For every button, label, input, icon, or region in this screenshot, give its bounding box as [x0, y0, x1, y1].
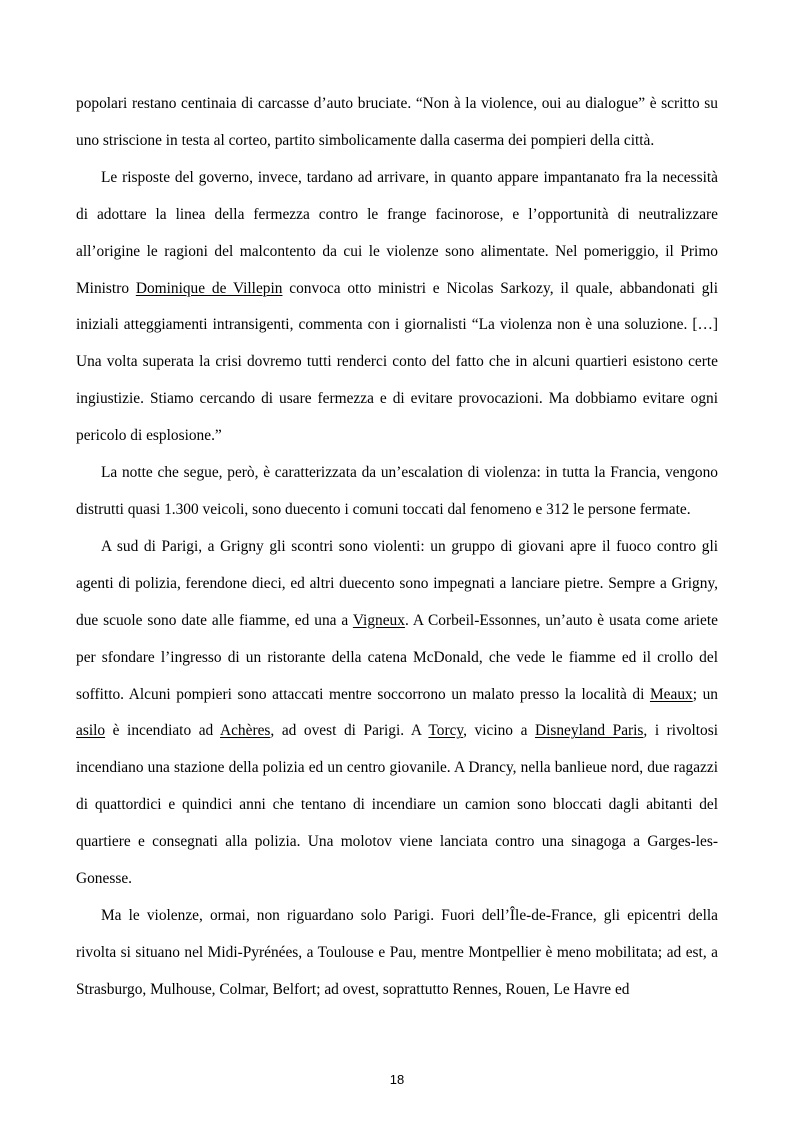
text-run: Ma le violenze, ormai, non riguardano solo Parigi. Fuori dell’Île-de-France, gli epicentri della rivolta si situano nel Midi-Pyrénées, a Toulouse e Pau, mentre Montpellier è meno mobilitata; ad est, a Strasburgo, Mulhouse, Colmar, Belfort; ad ovest, soprattutto Rennes, Rouen, Le Havre ed [76, 906, 718, 998]
text-run: , ad ovest di Parigi. A [270, 722, 429, 740]
text-run: popolari restano centinaia di carcasse d’auto bruciate. “Non à la violence, oui au dialogue” è scritto su uno striscione in testa al corteo, partito simbolicamente dalla caserma dei pompieri della città. [76, 95, 718, 149]
text-run: , i rivoltosi incendiano una stazione della polizia ed un centro giovanile. A Drancy, nella banlieue nord, due ragazzi di quattordici e quindici anni che tentano di incendiare un camion sono bloccati dagli abitanti del quartiere e consegnati alla polizia. Una molotov viene lanciata contro una sinagoga a Garges-les-Gonesse. [76, 722, 718, 888]
paragraph-5 [76, 898, 718, 1009]
link-dominique-de-villepin[interactable]: Dominique de Villepin [135, 279, 283, 297]
text-run: ; un [692, 685, 718, 703]
text-run: è incendiato ad [105, 722, 220, 740]
link-vigneux[interactable]: Vigneux [352, 611, 405, 629]
link-disneyland-paris[interactable]: Disneyland Paris [534, 722, 644, 740]
paragraph-4 [76, 529, 718, 898]
text-run: . A Corbeil-Essonnes, un’auto è usata come ariete per sfondare l’ingresso di un ristorante della catena McDonald, che vede le fiamme ed il crollo del soffitto. Alcuni pompieri sono attaccati mentre soccorrono un malato presso la località di [76, 611, 718, 703]
paragraph-2 [76, 160, 718, 455]
link-torcy[interactable]: Torcy [428, 722, 464, 740]
text-run: A sud di Parigi, a Grigny gli scontri sono violenti: un gruppo di giovani apre il fuoco contro gli agenti di polizia, ferendone dieci, ed altri duecento sono impegnati a lanciare pietre. Sempre a Grigny, due scuole sono date alle fiamme, ed una a [76, 537, 718, 629]
paragraph-3 [76, 455, 718, 529]
text-run: Le risposte del governo, invece, tardano ad arrivare, in quanto appare impantanato fra la necessità di adottare la linea della fermezza contro le frange facinorose, e l’opportunità di neutralizzare all’origine le ragioni del malcontento da cui le violenze sono alimentate. Nel pomeriggio, il Primo Ministro [76, 168, 718, 297]
text-run: La notte che segue, però, è caratterizzata da un’escalation di violenza: in tutta la Francia, vengono distrutti quasi 1.300 veicoli, sono duecento i comuni toccati dal fenomeno e 312 le persone fermate. [76, 464, 718, 518]
text-run: convoca otto ministri e Nicolas Sarkozy, il quale, abbandonati gli iniziali atteggiamenti intransigenti, commenta con i giornalisti “La violenza non è una soluzione. […] Una volta superata la crisi dovremo tutti renderci conto del fatto che in alcuni quartieri esistono certe ingiustizie. Stiamo cercando di usare fermezza e di evitare provocazioni. Ma dobbiamo evitare ogni pericolo di esplosione.” [76, 279, 718, 445]
paragraph-1 [76, 86, 718, 160]
page-number: 18 [389, 1072, 405, 1087]
link-acheres[interactable]: Achères [219, 722, 271, 740]
link-meaux[interactable]: Meaux [649, 685, 693, 703]
link-asilo[interactable]: asilo [76, 722, 106, 740]
document-body [76, 86, 718, 1009]
text-run: , vicino a [463, 722, 535, 740]
